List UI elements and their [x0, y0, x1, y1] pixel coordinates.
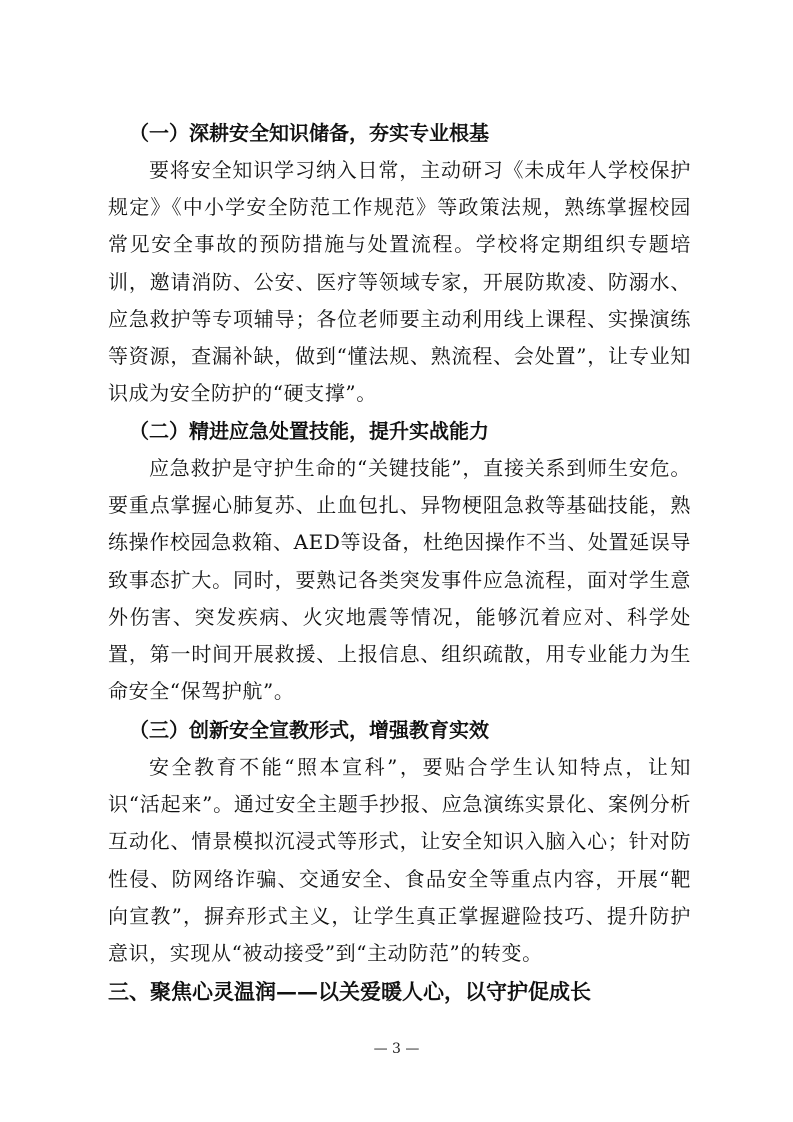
section-paragraph-3: 安全教育不能“照本宣科”，要贴合学生认知特点，让知识“活起来”。通过安全主题手抄报、应急演练实景化、案例分析互动化、情景模拟沉浸式等形式，让安全知识入脑入心；针对防性侵、防网络诈骗、交通安全、食品安全等重点内容，开展“靶向宣教”，摒弃形式主义，让学生真正掌握避险技巧、提升防护意识，实现从“被动接受”到“主动防范”的转变。 — [108, 755, 691, 966]
section-heading-1: （一）深耕安全知识储备，夯实专业根基 — [129, 121, 489, 145]
page-number: — 3 — — [373, 1041, 420, 1057]
section-heading-2: （二）精进应急处置技能，提升实战能力 — [129, 419, 489, 443]
major-heading: 三、聚焦心灵温润——以关爱暖人心，以守护促成长 — [108, 979, 591, 1004]
section-paragraph-1: 要将安全知识学习纳入日常，主动研习《未成年人学校保护规定》《中小学安全防范工作规范》等政策法规，熟练掌握校园常见安全事故的预防措施与处置流程。学校将定期组织专题培训，邀请消防、公安、医疗等领域专家，开展防欺凌、防溺水、应急救护等专项辅导；各位老师要主动利用线上课程、实操演练等资源，查漏补缺，做到“懂法规、熟流程、会处置”，让专业知识成为安全防护的“硬支撑”。 — [108, 158, 691, 406]
section-paragraph-2: 应急救护是守护生命的“关键技能”，直接关系到师生安危。要重点掌握心肺复苏、止血包扎、异物梗阻急救等基础技能，熟练操作校园急救箱、AED等设备，杜绝因操作不当、处置延误导致事态扩大。同时，要熟记各类突发事件应急流程，面对学生意外伤害、突发疾病、火灾地震等情况，能够沉着应对、科学处置，第一时间开展救援、上报信息、组织疏散，用专业能力为生命安全“保驾护航”。 — [108, 456, 691, 704]
section-heading-3: （三）创新安全宣教形式，增强教育实效 — [129, 718, 489, 742]
